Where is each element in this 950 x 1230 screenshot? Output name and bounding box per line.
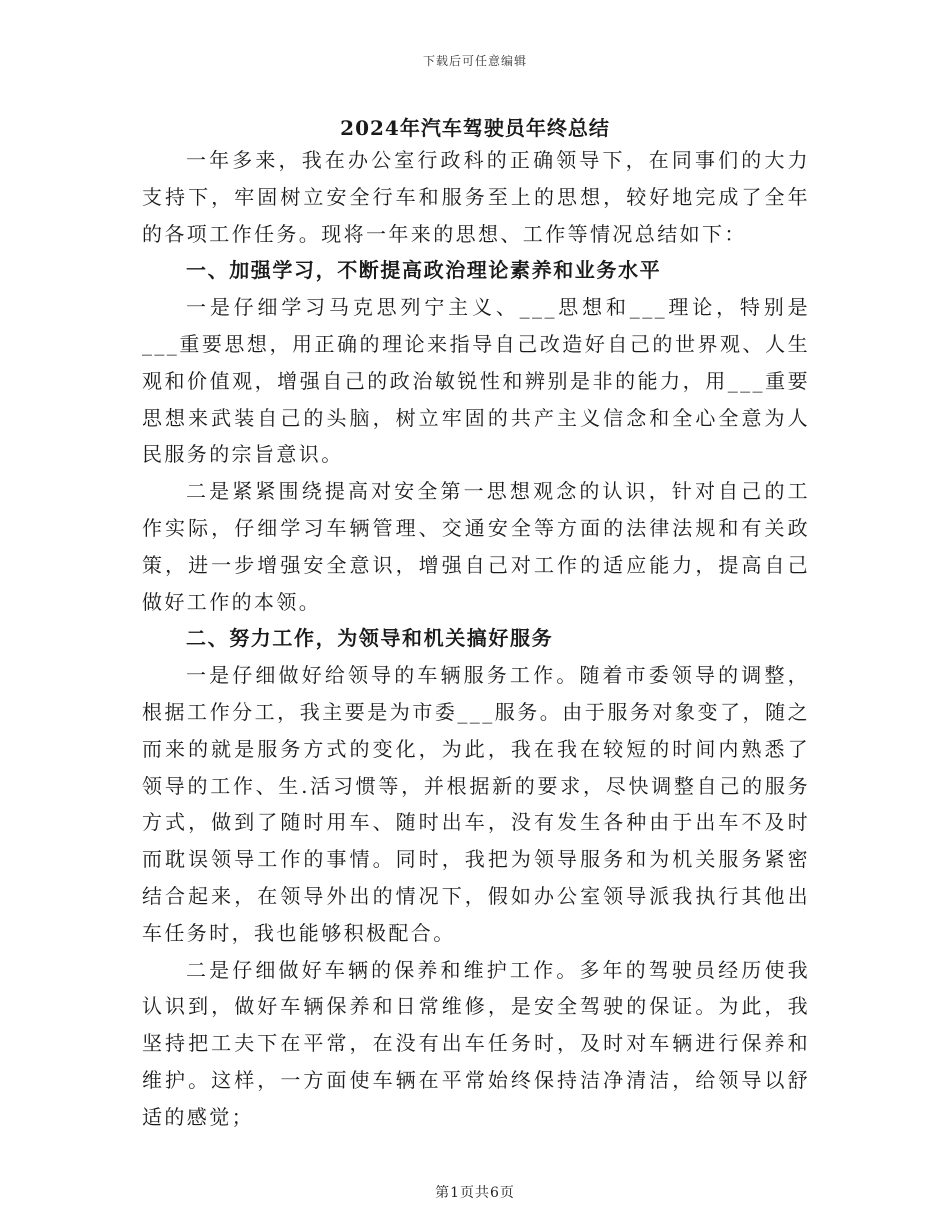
section-heading-2: 二、努力工作，为领导和机关搞好服务 <box>186 626 554 651</box>
page-number: 第1页共6页 <box>435 1185 515 1201</box>
section-heading-1: 一、加强学习，不断提高政治理论素养和业务水平 <box>186 258 662 283</box>
document-body <box>142 142 810 1136</box>
intro-paragraph: 一年多来，我在办公室行政科的正确领导下，在同事们的大力支持下，牢固树立安全行车和服务至上的思想，较好地完成了全年的各项工作任务。现将一年来的思想、工作等情况总结如下： <box>142 148 810 246</box>
body-paragraph: 一是仔细学习马克思列宁主义、___思想和___理论，特别是___重要思想，用正确的理论来指导自己改造好自己的世界观、人生观和价值观，增强自己的政治敏锐性和辨别是非的能力，用___重要思想来武装自己的头脑，树立牢固的共产主义信念和全心全意为人民服务的宗旨意识。 <box>142 295 810 467</box>
body-paragraph: 一是仔细做好给领导的车辆服务工作。随着市委领导的调整，根据工作分工，我主要是为市委___服务。由于服务对象变了，随之而来的就是服务方式的变化，为此，我在我在较短的时间内熟悉了领导的工作、生.活习惯等，并根据新的要求，尽快调整自己的服务方式，做到了随时用车、随时出车，没有发生各种由于出车不及时而耽误领导工作的事情。同时，我把为领导服务和为机关服务紧密结合起来，在领导外出的情况下，假如办公室领导派我执行其他出车任务时，我也能够积极配合。 <box>142 663 810 945</box>
body-paragraph: 二是紧紧围绕提高对安全第一思想观念的认识，针对自己的工作实际，仔细学习车辆管理、交通安全等方面的法律法规和有关政策，进一步增强安全意识，增强自己对工作的适应能力，提高自己做好工作的本领。 <box>142 479 810 614</box>
body-paragraph: 二是仔细做好车辆的保养和维护工作。多年的驾驶员经历使我认识到，做好车辆保养和日常维修，是安全驾驶的保证。为此，我坚持把工夫下在平常，在没有出车任务时，及时对车辆进行保养和维护。这样，一方面使车辆在平常始终保持洁净清洁，给领导以舒适的感觉； <box>142 957 810 1129</box>
document-title: 2024年汽车驾驶员年终总结 <box>340 116 610 140</box>
page-header: 下载后可任意编辑 <box>422 54 527 68</box>
